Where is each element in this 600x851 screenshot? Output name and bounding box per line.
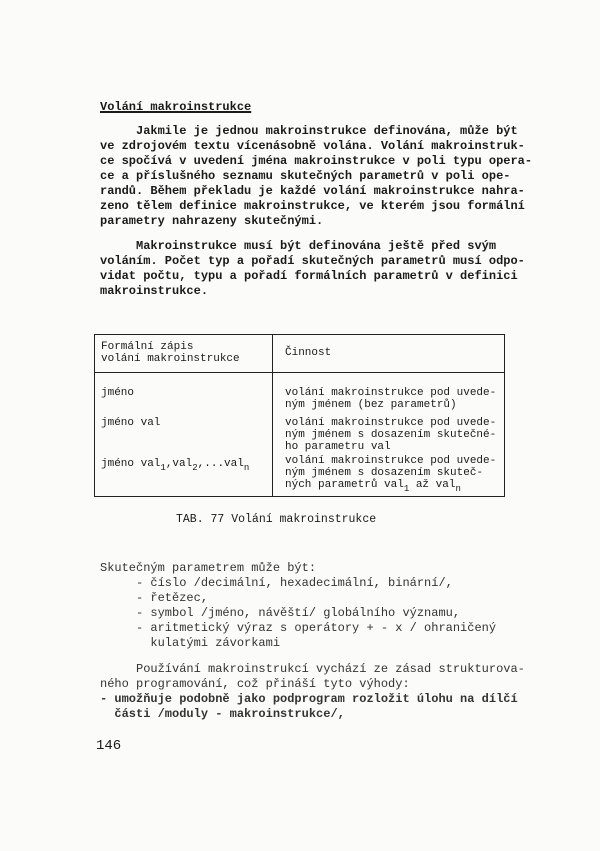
activity-line: [285, 479, 496, 494]
list-item: - umožňuje podobně jako podprogram rozložit úlohu na dílčí: [100, 692, 518, 706]
text-line: Používání makroinstrukcí vychází ze zásad strukturova-: [100, 662, 525, 676]
header-line: Formální zápis: [101, 341, 194, 353]
list-item: - symbol /jméno, návěští/ globálního významu,: [100, 606, 461, 620]
text-line: randů. Během překladu je každé volání makroinstrukce nahra-: [100, 184, 525, 198]
macro-call-table: [94, 334, 505, 497]
activity-line: ho parametru val: [285, 441, 391, 453]
activity-text: až val: [409, 479, 456, 491]
paragraph-2: [100, 239, 525, 299]
subscript: n: [455, 484, 461, 494]
header-activity: [285, 347, 331, 359]
activity-line: ným jménem (bez parametrů): [285, 399, 457, 411]
syntax-text: ,val: [165, 458, 193, 470]
activity-line: ným jménem s dosazením skuteč-: [285, 467, 484, 479]
text-line: ného programování, což přináší tyto výhody:: [100, 677, 410, 691]
row-2-syntax: jméno val: [101, 417, 161, 429]
text-line: Makroinstrukce musí být definována ještě před svým: [100, 239, 497, 253]
table-caption: TAB. 77 Volání makroinstrukce: [176, 513, 377, 526]
header-line: volání makroinstrukce: [101, 353, 240, 365]
list-item: - aritmetický výraz s operátory + - x / ohraničený: [100, 621, 497, 635]
activity-line: volání makroinstrukce pod uvede-: [285, 387, 497, 399]
activity-line: volání makroinstrukce pod uvede-: [285, 417, 497, 429]
subscript: n: [243, 463, 250, 473]
header-syntax: [101, 341, 240, 365]
text-line: ce spočívá v uvedení jména makroinstrukce v poli typu opera-: [100, 154, 533, 168]
text-line: ce a příslušného seznamu skutečných parametrů v poli ope-: [100, 169, 511, 183]
activity-line: ným jménem s dosazením skutečné-: [285, 429, 497, 441]
text-line: makroinstrukce.: [100, 284, 209, 298]
subscript: 1: [160, 463, 166, 473]
text-line: vidat počtu, typu a pořadí formálních parametrů v definici: [100, 269, 518, 283]
syntax-text: ,...val: [197, 458, 244, 470]
text-line: zeno tělem definice makroinstrukce, ve kterém jsou formální: [100, 199, 525, 213]
text-line: parametry nahrazeny skutečnými.: [100, 214, 324, 228]
text-line: Skutečným parametrem může být:: [100, 561, 317, 575]
subscript: 1: [403, 484, 410, 494]
header-divider: [95, 372, 504, 373]
section-heading: Volání makroinstrukce: [100, 100, 252, 114]
row-1-activity: [285, 387, 496, 411]
list-item: - řetězec,: [100, 591, 209, 605]
activity-line: volání makroinstrukce pod uvede-: [285, 455, 497, 467]
parameter-list: [100, 561, 525, 722]
row-3-activity: [285, 455, 497, 494]
row-1-syntax: jméno: [101, 387, 135, 399]
text-line: voláním. Počet typ a pořadí skutečných parametrů musí odpo-: [100, 254, 525, 268]
page-number: 146: [96, 738, 122, 754]
subscript: 2: [192, 463, 198, 473]
header-line: Činnost: [285, 347, 332, 359]
syntax-text: jméno val: [101, 458, 161, 470]
list-item: kulatými závorkami: [100, 636, 281, 650]
text-line: Jakmile je jednou makroinstrukce definována, může být: [100, 124, 518, 138]
text-line: části /moduly - makroinstrukce/,: [100, 707, 345, 721]
paragraph-1: [100, 124, 533, 229]
list-item: - číslo /decimální, hexadecimální, binární/,: [100, 576, 453, 590]
activity-text: ných parametrů val: [285, 479, 404, 491]
row-3-syntax: [101, 458, 250, 473]
column-divider: [272, 335, 273, 496]
row-2-activity: [285, 417, 496, 453]
text-line: ve zdrojovém textu vícenásobně volána. Volání makroinstruk-: [100, 139, 525, 153]
